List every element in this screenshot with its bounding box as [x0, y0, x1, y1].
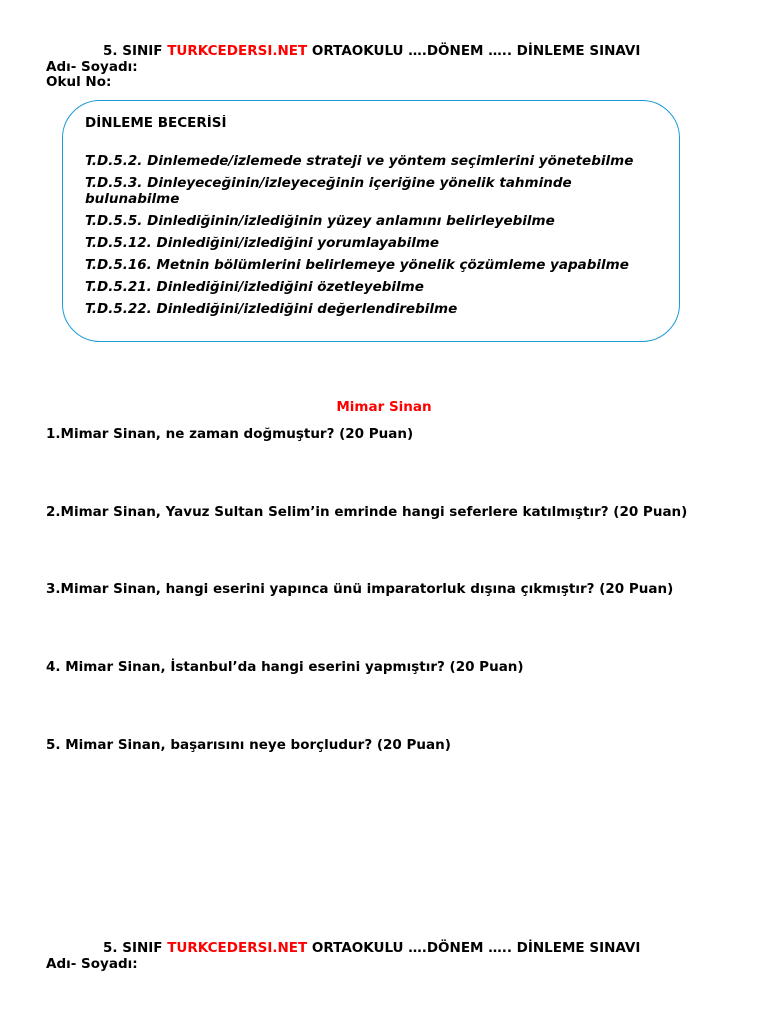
- name-field-label: Adı- Soyadı:: [46, 59, 138, 75]
- header-prefix: 5. SINIF: [103, 940, 168, 956]
- question-5: 5. Mimar Sinan, başarısını neye borçludur? (20 Puan): [46, 737, 451, 753]
- header-suffix: ORTAOKULU ….DÖNEM ….. DİNLEME SINAVI: [307, 43, 641, 59]
- listening-skills-box: [62, 100, 680, 342]
- school-no-field-label: Okul No:: [46, 74, 112, 90]
- question-1: 1.Mimar Sinan, ne zaman doğmuştur? (20 Puan): [46, 426, 414, 442]
- skill-item: T.D.5.2. Dinlemede/izlemede strateji ve yöntem seçimlerini yönetebilme: [85, 153, 634, 169]
- header-site-name: TURKCEDERSI.NET: [167, 43, 308, 59]
- skill-item: T.D.5.12. Dinlediğini/izlediğini yorumlayabilme: [85, 235, 440, 251]
- skill-item: T.D.5.3. Dinleyeceğinin/izleyeceğinin içeriğine yönelik tahminde bulunabilme: [85, 175, 572, 207]
- question-4: 4. Mimar Sinan, İstanbul’da hangi eserini yapmıştır? (20 Puan): [46, 659, 524, 675]
- question-3: 3.Mimar Sinan, hangi eserini yapınca ünü imparatorluk dışına çıkmıştır? (20 Puan): [46, 581, 674, 597]
- header-suffix: ORTAOKULU ….DÖNEM ….. DİNLEME SINAVI: [307, 940, 641, 956]
- skills-title: DİNLEME BECERİSİ: [85, 115, 227, 131]
- name-field-label-repeat: Adı- Soyadı:: [46, 956, 138, 972]
- skill-item: T.D.5.5. Dinlediğinin/izlediğinin yüzey anlamını belirleyebilme: [85, 213, 555, 229]
- section-title: Mimar Sinan: [336, 399, 432, 415]
- skills-content: [85, 115, 661, 327]
- header-prefix: 5. SINIF: [103, 43, 168, 59]
- skill-item: T.D.5.21. Dinlediğini/izlediğini özetleyebilme: [85, 279, 424, 295]
- skill-item: T.D.5.22. Dinlediğini/izlediğini değerlendirebilme: [85, 301, 458, 317]
- skill-item: T.D.5.16. Metnin bölümlerini belirlemeye yönelik çözümleme yapabilme: [85, 257, 629, 273]
- question-2: 2.Mimar Sinan, Yavuz Sultan Selim’in emrinde hangi seferlere katılmıştır? (20 Puan): [46, 504, 688, 520]
- exam-header: [103, 43, 640, 59]
- exam-header-repeat: [103, 940, 640, 956]
- header-site-name: TURKCEDERSI.NET: [167, 940, 308, 956]
